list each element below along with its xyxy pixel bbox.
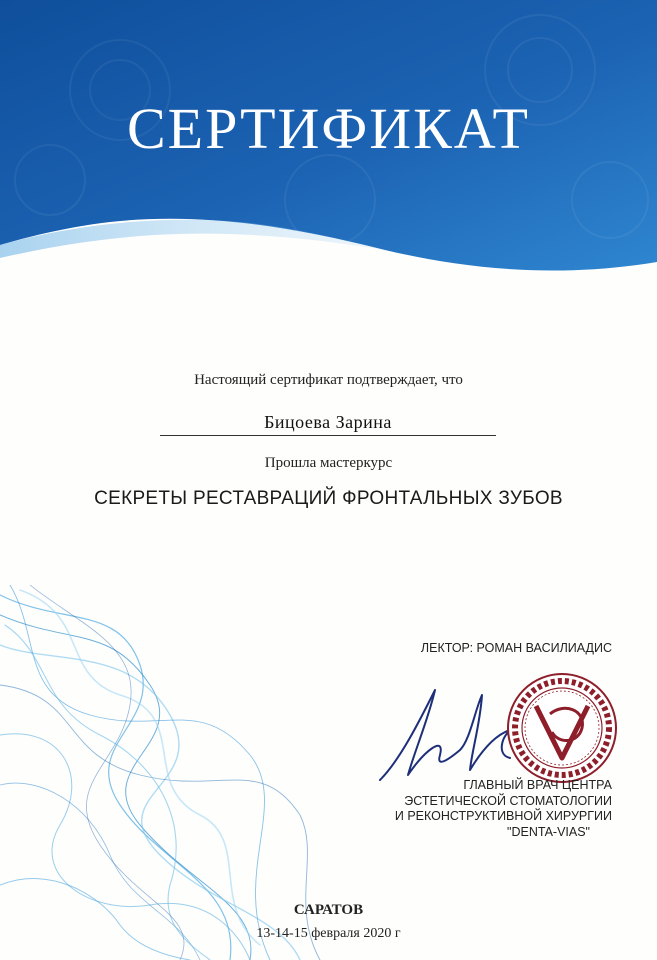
position-line: ГЛАВНЫЙ ВРАЧ ЦЕНТРА	[463, 778, 612, 792]
certificate-title: СЕРТИФИКАТ	[126, 96, 530, 161]
city: САРАТОВ	[293, 902, 364, 918]
confirm-text: Настоящий сертификат подтверждает, что	[194, 372, 463, 388]
recipient-name: Бицоева Зарина	[160, 412, 496, 436]
course-title: СЕКРЕТЫ РЕСТАВРАЦИЙ ФРОНТАЛЬНЫХ ЗУБОВ	[94, 488, 563, 509]
position-line: И РЕКОНСТРУКТИВНОЙ ХИРУРГИИ	[394, 809, 612, 823]
denta-vias-seal	[506, 672, 618, 784]
position-line: ЭСТЕТИЧЕСКОЙ СТОМАТОЛОГИИ	[404, 793, 612, 808]
company-name: "DENTA-VIAS"	[507, 824, 590, 839]
signatory-position	[395, 778, 612, 840]
lecturer-name: ЛЕКТОР: РОМАН ВАСИЛИАДИС	[420, 641, 612, 655]
course-dates: 13-14-15 февраля 2020 г	[256, 926, 401, 941]
passed-text: Прошла мастеркурс	[264, 455, 393, 471]
